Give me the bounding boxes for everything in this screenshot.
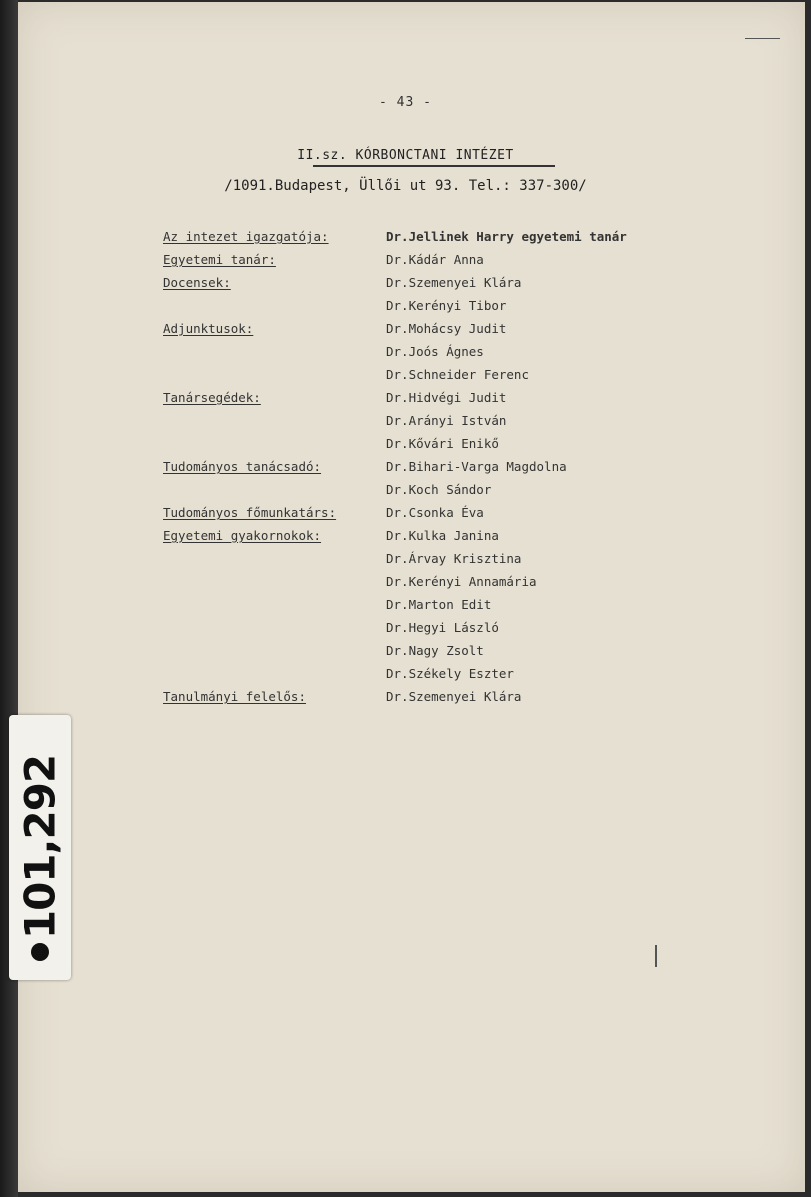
member-name: Dr.Bihari-Varga Magdolna: [386, 459, 567, 474]
list-row: [163, 478, 723, 501]
list-row: [163, 455, 723, 478]
role-label-docents: Docensek:: [163, 275, 231, 290]
scan-mark: [655, 945, 657, 967]
member-name: Dr.Kővári Enikő: [386, 436, 499, 451]
member-name: Dr.Székely Eszter: [386, 666, 514, 681]
list-row: [163, 639, 723, 662]
role-label-scientific-advisor: Tudományos tanácsadó:: [163, 459, 322, 474]
member-name: Dr.Schneider Ferenc: [386, 367, 529, 382]
list-row: [163, 432, 723, 455]
page-title: II.sz. KÓRBONCTANI INTÉZET: [297, 148, 514, 163]
member-name: Dr.Kulka Janina: [386, 528, 499, 543]
member-name: Dr.Joós Ágnes: [386, 344, 484, 359]
list-row: [163, 409, 723, 432]
role-label-professor: Egyetemi tanár:: [163, 252, 276, 267]
list-row: [163, 685, 723, 708]
role-label-study-officer: Tanulmányi felelős:: [163, 689, 306, 704]
institute-address: /1091.Budapest, Üllői ut 93. Tel.: 337-300/: [224, 178, 587, 194]
list-row: [163, 593, 723, 616]
member-name: Dr.Mohácsy Judit: [386, 321, 507, 336]
list-row: [163, 363, 723, 386]
page-number: - 43 -: [379, 95, 432, 110]
member-name: Dr.Csonka Éva: [386, 505, 484, 520]
list-row: [163, 294, 723, 317]
staff-list: [163, 225, 723, 708]
scan-mark: [745, 38, 780, 39]
member-name: Dr.Koch Sándor: [386, 482, 492, 497]
role-label-assistants: Tanársegédek:: [163, 390, 261, 405]
barcode-number: 101,292: [15, 754, 65, 940]
member-name: Dr.Nagy Zsolt: [386, 643, 484, 658]
role-label-adjuncts: Adjunktusok:: [163, 321, 254, 336]
member-name: Dr.Hidvégi Judit: [386, 390, 507, 405]
member-name: Dr.Kerényi Tibor: [386, 298, 507, 313]
list-row: [163, 570, 723, 593]
member-name: Dr.Kádár Anna: [386, 252, 484, 267]
list-row: [163, 547, 723, 570]
list-row: [163, 662, 723, 685]
list-row: [163, 271, 723, 294]
member-name: Dr.Hegyi László: [386, 620, 499, 635]
member-name: Dr.Marton Edit: [386, 597, 492, 612]
member-name: Dr.Arányi István: [386, 413, 507, 428]
list-row: [163, 225, 723, 248]
list-row: [163, 340, 723, 363]
library-barcode-label: [9, 715, 71, 980]
list-row: [163, 524, 723, 547]
member-name: Dr.Árvay Krisztina: [386, 551, 522, 566]
role-label-trainees: Egyetemi gyakornokok:: [163, 528, 322, 543]
member-name: Dr.Szemenyei Klára: [386, 689, 522, 704]
list-row: [163, 317, 723, 340]
list-row: [163, 616, 723, 639]
member-name: Dr.Kerényi Annamária: [386, 574, 537, 589]
list-row: [163, 248, 723, 271]
member-name: Dr.Szemenyei Klára: [386, 275, 522, 290]
member-name: Dr.Jellinek Harry egyetemi tanár: [386, 229, 627, 244]
list-row: [163, 386, 723, 409]
title-underline: [313, 165, 555, 167]
list-row: [163, 501, 723, 524]
library-logo-icon: [31, 943, 49, 961]
role-label-senior-researcher: Tudományos főmunkatárs:: [163, 505, 337, 520]
role-label-director: Az intezet igazgatója:: [163, 229, 329, 244]
